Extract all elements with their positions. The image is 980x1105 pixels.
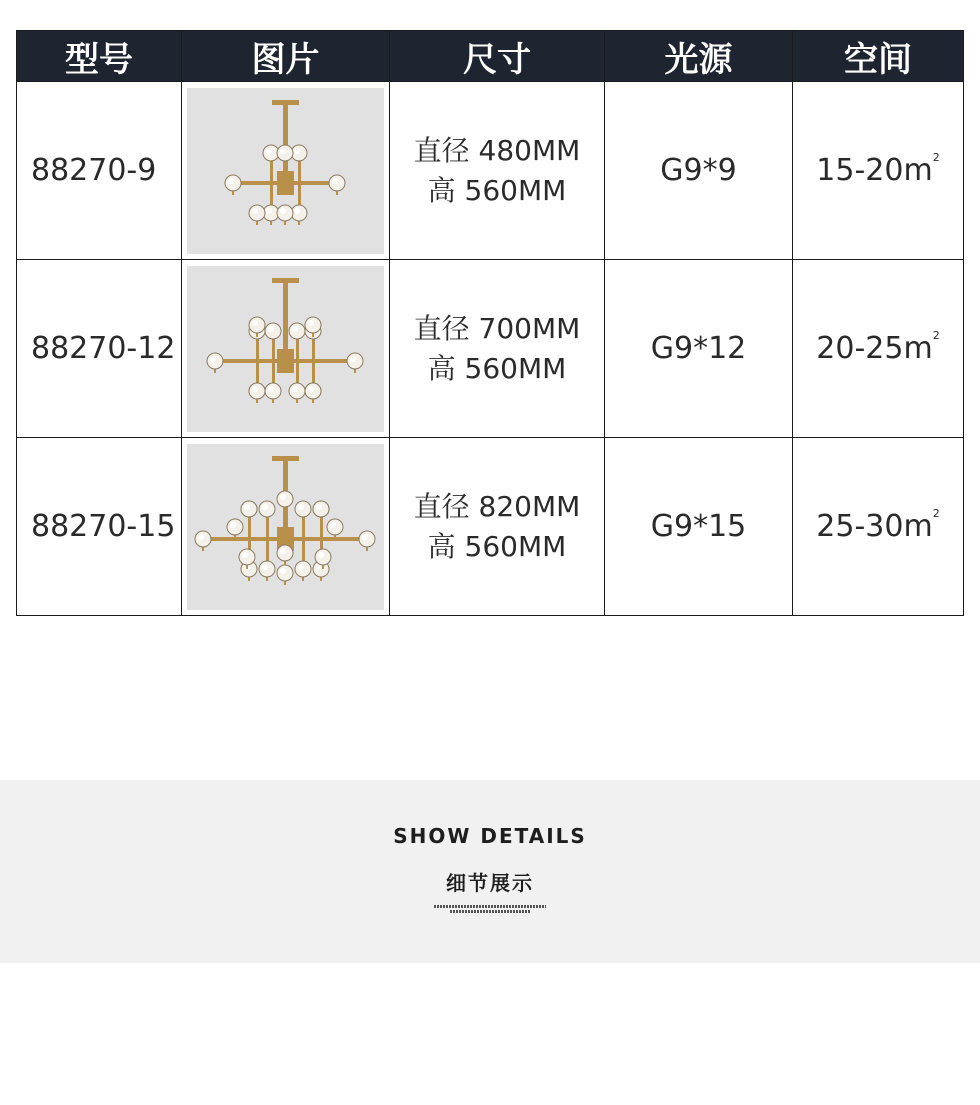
space-cell [793, 438, 964, 616]
header-space: 空间 [793, 31, 964, 82]
light-source-cell: G9*12 [605, 260, 793, 438]
header-model: 型号 [17, 31, 182, 82]
chandelier-photo [187, 266, 384, 432]
space-text: 15-20m [816, 153, 933, 188]
diameter-text: 直径 700MM [413, 311, 581, 345]
model-cell: 88270-12 [17, 260, 182, 438]
header-light-source: 光源 [605, 31, 793, 82]
chandelier-photo [187, 444, 384, 610]
spec-table [16, 30, 964, 616]
chandelier-photo [187, 88, 384, 254]
fine-print-decoration [0, 905, 980, 915]
space-cell [793, 260, 964, 438]
size-cell [390, 438, 605, 616]
model-cell: 88270-9 [17, 82, 182, 260]
height-text: 高 560MM [427, 351, 567, 385]
square-superscript: 2 [932, 329, 940, 342]
space-text: 25-30m [816, 509, 933, 544]
section-title-en: SHOW DETAILS [393, 824, 587, 848]
show-details-section [0, 780, 980, 963]
height-text: 高 560MM [427, 173, 567, 207]
header-image: 图片 [182, 31, 390, 82]
table-row [17, 260, 964, 438]
square-superscript: 2 [932, 151, 940, 164]
model-cell: 88270-15 [17, 438, 182, 616]
light-source-cell: G9*15 [605, 438, 793, 616]
height-text: 高 560MM [427, 529, 567, 563]
diameter-text: 直径 480MM [413, 133, 581, 167]
size-cell [390, 260, 605, 438]
light-source-cell: G9*9 [605, 82, 793, 260]
space-text: 20-25m [816, 331, 933, 366]
table-row [17, 82, 964, 260]
section-title-cn: 细节展示 [446, 871, 534, 895]
header-row [17, 31, 964, 82]
square-superscript: 2 [932, 507, 940, 520]
space-cell [793, 82, 964, 260]
diameter-text: 直径 820MM [413, 489, 581, 523]
size-cell [390, 82, 605, 260]
table-row [17, 438, 964, 616]
header-size: 尺寸 [390, 31, 605, 82]
